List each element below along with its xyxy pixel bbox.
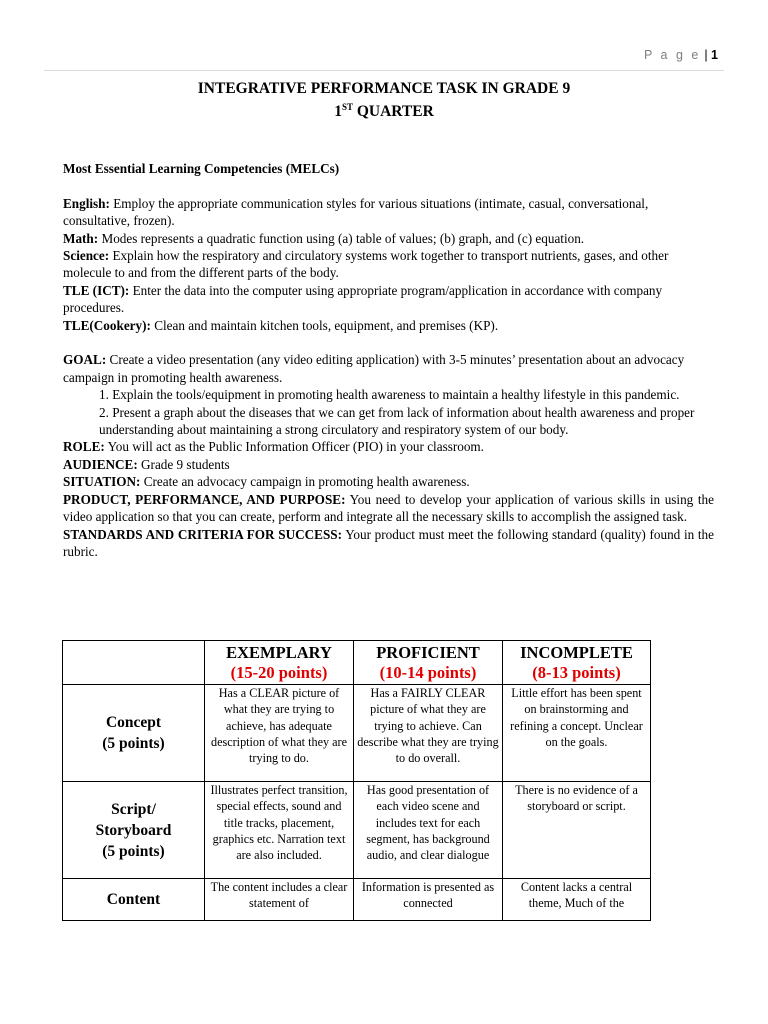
page-number-value: 1 xyxy=(711,48,718,62)
competency-science: Science: Explain how the respiratory and circulatory systems work together to transport nutrients, gases, and other molecule to and from the different parts of the body. xyxy=(63,248,669,281)
competency-tle-cookery: TLE(Cookery): Clean and maintain kitchen tools, equipment, and premises (KP). xyxy=(63,317,499,333)
goal-item-1: 1. Explain the tools/equipment in promoting health awareness to maintain a healthy lifestyle in this pandemic. xyxy=(99,387,680,403)
situation-paragraph: SITUATION: Create an advocacy campaign in promoting health awareness. xyxy=(63,474,470,490)
criterion-concept: Concept (5 points) xyxy=(63,685,205,782)
competency-math: Math: Modes represents a quadratic function using (a) table of values; (b) graph, and (c) equation. xyxy=(63,230,585,246)
table-row xyxy=(63,685,651,782)
table-cell: Content lacks a central theme, Much of the xyxy=(503,879,651,921)
quarter-suffix: ST xyxy=(341,102,353,112)
table-cell: Information is presented as connected xyxy=(354,879,503,921)
page-separator: | xyxy=(704,48,708,62)
melcs-heading: Most Essential Learning Competencies (MELCs) xyxy=(63,161,340,176)
document-body xyxy=(63,160,714,560)
criterion-content: Content xyxy=(63,879,205,921)
quarter-number: 1 xyxy=(334,103,342,120)
table-cell: There is no evidence of a storyboard or script. xyxy=(503,782,651,879)
table-cell: Has a FAIRLY CLEAR picture of what they are trying to achieve. Can describe what they are trying to do overall. xyxy=(354,685,503,782)
table-cell: Has good presentation of each video scene and includes text for each segment, has background audio, and clear dialogue xyxy=(354,782,503,879)
rubric-header-proficient: PROFICIENT (10-14 points) xyxy=(354,641,503,685)
page-label: P a g e xyxy=(643,48,701,62)
page-number xyxy=(644,48,718,62)
rubric-table xyxy=(62,640,651,921)
competency-english: English: Employ the appropriate communication styles for various situations (intimate, casual, conversational, consultative, frozen). xyxy=(63,195,649,229)
standards-paragraph: STANDARDS AND CRITERIA FOR SUCCESS: Your product must meet the following standard (quality) found in the rubric. xyxy=(63,526,714,559)
criterion-script-storyboard: Script/ Storyboard (5 points) xyxy=(63,782,205,879)
goal-item-2: 2. Present a graph about the diseases that we can get from lack of information about health awareness and proper understanding about maintaining a strong circulatory and respiratory system of our body. xyxy=(99,404,695,438)
rubric-header-incomplete: INCOMPLETE (8-13 points) xyxy=(503,641,651,685)
table-cell: Has a CLEAR picture of what they are trying to achieve, has adequate description of what they are trying to do. xyxy=(205,685,354,782)
table-row xyxy=(63,782,651,879)
document-subtitle xyxy=(0,102,768,121)
table-row xyxy=(63,879,651,921)
rubric-corner-cell xyxy=(63,641,205,685)
competency-tle-ict: TLE (ICT): Enter the data into the computer using appropriate program/application in accordance with company procedures. xyxy=(63,282,663,316)
header-rule xyxy=(44,70,724,71)
audience-paragraph: AUDIENCE: Grade 9 students xyxy=(63,456,230,472)
rubric-header-exemplary: EXEMPLARY (15-20 points) xyxy=(205,641,354,685)
table-cell: Little effort has been spent on brainstorming and refining a concept. Unclear on the goals. xyxy=(503,685,651,782)
goal-paragraph: GOAL: Create a video presentation (any video editing application) with 3-5 minutes’ presentation about an advocacy campaign in promoting health awareness. xyxy=(63,352,685,385)
table-cell: The content includes a clear statement of xyxy=(205,879,354,921)
role-paragraph: ROLE: You will act as the Public Information Officer (PIO) in your classroom. xyxy=(63,439,484,455)
rubric-header-row xyxy=(63,641,651,685)
document-title: INTEGRATIVE PERFORMANCE TASK IN GRADE 9 xyxy=(197,80,571,97)
quarter-word: QUARTER xyxy=(352,103,434,120)
table-cell: Illustrates perfect transition, special effects, sound and title tracks, placement, graphics etc. Narration text are also included. xyxy=(205,782,354,879)
product-paragraph: PRODUCT, PERFORMANCE, AND PURPOSE: You need to develop your application of various skills in using the video application so that you can create, perform and integrate all the necessary skills to accomplish the assigned task. xyxy=(63,491,714,525)
